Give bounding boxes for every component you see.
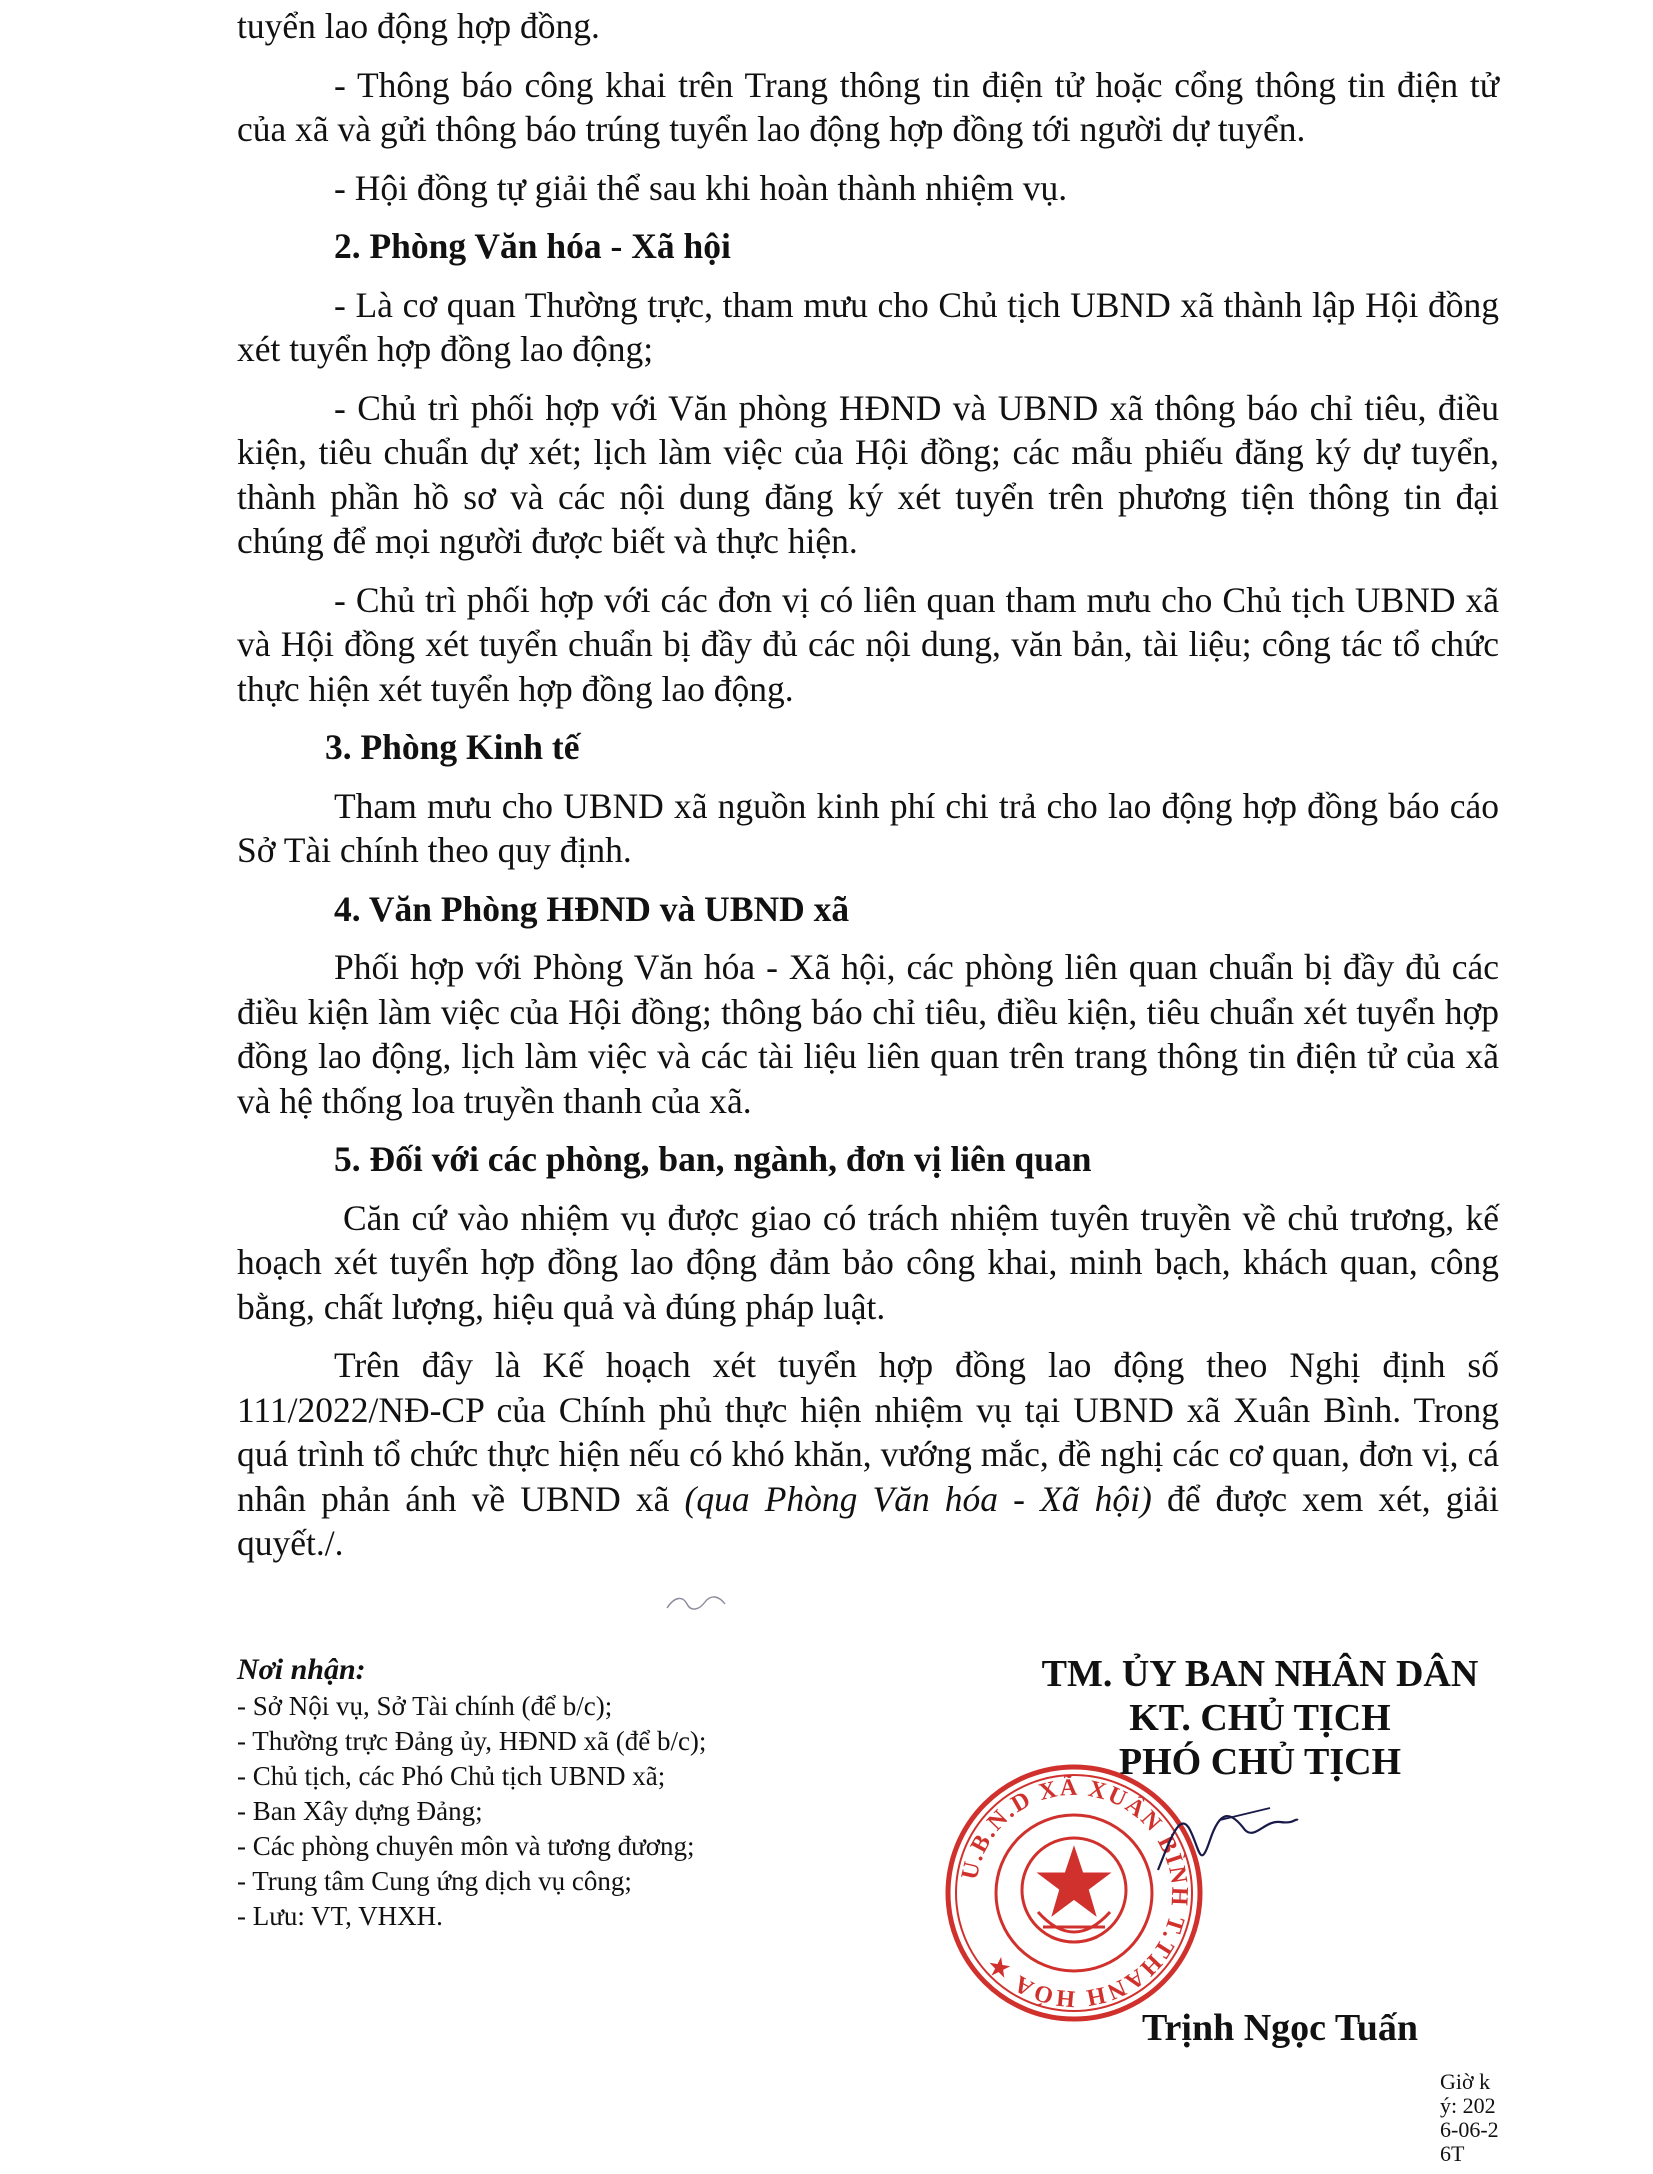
- recipient-item: - Thường trực Đảng ủy, HĐND xã (để b/c);: [237, 1726, 707, 1756]
- section-heading: 5. Đối với các phòng, ban, ngành, đơn vị liên quan: [334, 1139, 1092, 1179]
- signature-title-3: PHÓ CHỦ TỊCH: [1118, 1741, 1402, 1783]
- closing-italic: (qua Phòng Văn hóa - Xã hội): [684, 1478, 1152, 1519]
- recipient-item: - Các phòng chuyên môn và tương đương;: [237, 1831, 695, 1861]
- signing-timestamp: Giờ ký: 2026-06-26T: [1440, 2069, 1499, 2166]
- document-body: [237, 4, 1499, 1566]
- svg-text:U.B.N.D XÃ XUÂN BÌNH T.THANH: U.B.N.D XÃ XUÂN BÌNH T.THANH HÓA ★: [956, 1774, 1193, 2012]
- signature-title-2: KT. CHỦ TỊCH: [1129, 1697, 1391, 1739]
- paragraph: Phối hợp với Phòng Văn hóa - Xã hội, các phòng liên quan chuẩn bị đầy đủ các điều kiện làm việc của Hội đồng; thông báo chỉ tiêu, điều kiện, tiêu chuẩn xét tuyển hợp đồng lao động, lịch làm việc và các tài liệu liên quan trên trang thông tin điện tử của xã và hệ thống loa truyền thanh của xã.: [237, 947, 1499, 1121]
- paragraph: - Chủ trì phối hợp với Văn phòng HĐND và UBND xã thông báo chỉ tiêu, điều kiện, tiêu chuẩn dự xét; lịch làm việc của Hội đồng; các mẫu phiếu đăng ký dự tuyển, thành phần hồ sơ và các nội dung đăng ký xét tuyển trên phương tiện thông tin đại chúng để mọi người được biết và thực hiện.: [237, 387, 1499, 561]
- recipients-list: [237, 1652, 837, 1934]
- section-heading: 4. Văn Phòng HĐND và UBND xã: [334, 888, 850, 929]
- section-heading: 3. Phòng Kinh tế: [325, 727, 580, 767]
- signer-name: Trịnh Ngọc Tuấn: [1142, 2007, 1418, 2049]
- handwritten-signature: [1150, 1800, 1300, 1880]
- recipients-title: Nơi nhận:: [237, 1653, 366, 1686]
- closing-paragraph: [237, 1343, 1499, 1566]
- recipient-item: - Sở Nội vụ, Sở Tài chính (để b/c);: [237, 1691, 613, 1721]
- signature-title-1: TM. ỦY BAN NHÂN DÂN: [1041, 1653, 1479, 1695]
- section-heading: 2. Phòng Văn hóa - Xã hội: [334, 226, 731, 266]
- paragraph: - Là cơ quan Thường trực, tham mưu cho Chủ tịch UBND xã thành lập Hội đồng xét tuyển hợp đồng lao động;: [237, 284, 1499, 369]
- paragraph: tuyển lao động hợp đồng.: [237, 6, 600, 46]
- recipient-item: - Lưu: VT, VHXH.: [237, 1901, 443, 1931]
- closing-text: Trên đây là Kế hoạch xét tuyển hợp đồng lao động theo Nghị định số 111/2022/NĐ-CP của Chính phủ thực hiện nhiệm vụ tại UBND xã Xuân Bình. Trong quá trình tổ chức thực hiện nếu có khó khăn, vướng mắc, đề nghị các cơ quan, đơn vị, cá nhân phản ánh về UBND xã: [237, 1345, 1499, 1519]
- paragraph: Căn cứ vào nhiệm vụ được giao có trách nhiệm tuyên truyền về chủ trương, kế hoạch xét tuyển hợp đồng lao động đảm bảo công khai, minh bạch, khách quan, công bằng, chất lượng, hiệu quả và đúng pháp luật.: [237, 1197, 1499, 1327]
- paragraph: - Hội đồng tự giải thể sau khi hoàn thành nhiệm vụ.: [334, 167, 1068, 208]
- paragraph: Tham mưu cho UBND xã nguồn kinh phí chi trả cho lao động hợp đồng báo cáo Sở Tài chính theo quy định.: [237, 785, 1499, 870]
- closing-text-end: để được xem xét, giải quyết./.: [237, 1478, 1499, 1563]
- recipient-item: - Ban Xây dựng Đảng;: [237, 1796, 483, 1826]
- paragraph: - Chủ trì phối hợp với các đơn vị có liên quan tham mưu cho Chủ tịch UBND xã và Hội đồng xét tuyển chuẩn bị đầy đủ các nội dung, văn bản, tài liệu; công tác tổ chức thực hiện xét tuyển hợp đồng lao động.: [237, 579, 1499, 709]
- paragraph: - Thông báo công khai trên Trang thông tin điện tử hoặc cổng thông tin điện tử của xã và gửi thông báo trúng tuyển lao động hợp đồng tới người dự tuyển.: [237, 64, 1499, 149]
- initial-scribble: [665, 1590, 735, 1614]
- recipient-item: - Trung tâm Cung ứng dịch vụ công;: [237, 1866, 632, 1896]
- recipient-item: - Chủ tịch, các Phó Chủ tịch UBND xã;: [237, 1761, 666, 1791]
